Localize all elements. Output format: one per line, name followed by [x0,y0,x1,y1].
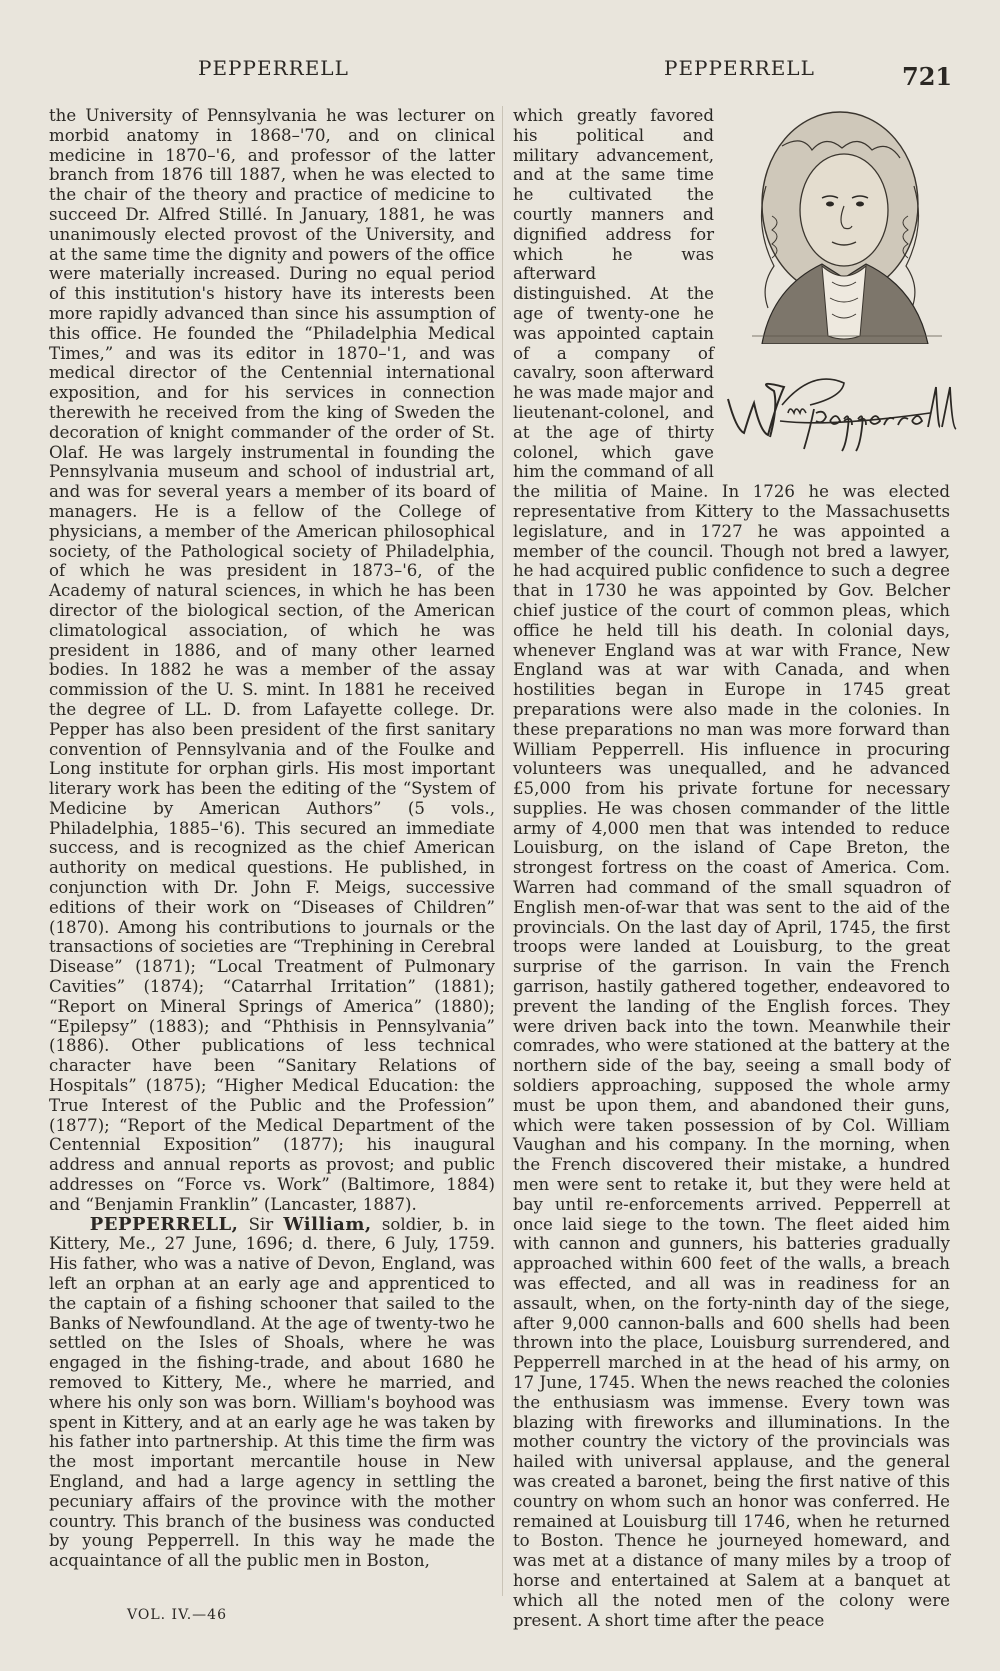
entry-given-name: William, [283,1213,372,1235]
pepperrell-entry-continued: which greatly favored his political and military advancement, and at the same time he cultivated the courtly manners and dignified address for which he was afterward distinguished. At the age of twenty-one he was appointed captain of a company of cavalry, soon afterward he was made major and lieutenant-colonel, and at the age of thirty colonel, which gave him the command of all the militia of Maine. In 1726 he was elected representative from Kittery to the Massachusetts legislature, and in 1727 he was appointed a member of the council. Though not bred a lawyer, he had acquired public confidence to such a degree that in 1730 he was appointed by Gov. Belcher chief justice of the court of common pleas, which office he held till his death. In colonial days, whenever England was at war with France, New England was at war with Canada, and when hostilities began in Europe in 1745 great preparations were also made in the colonies. In these preparations no man was more forward than William Pepperrell. His influence in procuring volunteers was unequalled, and he advanced £5,000 from his private fortune for necessary supplies. He was chosen commander of the little army of 4,000 men that was intended to reduce Louisburg, on the island of Cape Breton, the strongest fortress on the coast of America. Com. Warren had command of the small squadron of English men-of-war that was sent to the aid of the provincials. On the last day of April, 1745, the first troops were landed at Louisburg, to the great surprise of the garrison. In vain the French garrison, hastily gathered together, endeavored to prevent the landing of the English forces. They were driven back into the town. Meanwhile their comrades, who were stationed at the battery at the northern side of the bay, seeing a small body of soldiers approaching, supposed the whole army must be upon them, and abandoned their guns, which were taken possession of by Col. William Vaughan and his company. In the morning, when the French discovered their mistake, a hundred men were sent to retake it, but they were held at bay until re-enforcements arrived. Pepperrell at once laid siege to the town. The fleet aided him with cannon and gunners, his batteries gradually approached within 600 feet of the walls, a breach was effected, and all was in readiness for an assault, when, on the forty-ninth day of the siege, after 9,000 cannon-balls and 600 shells had been thrown into the place, Louisburg surrendered, and Pepperrell marched in at the head of his army, on 17 June, 1745. When the news reached the colonies the enthusiasm was immense. Every town was blazing with fireworks and illuminations. In the mother country the victory of the provincials was hailed with universal applause, and the general was created a baronet, being the first native of this country on whom such an honor was conferred. He remained at Louisburg till 1746, when he returned to Boston. Thence he journeyed homeward, and was met at a distance of many miles by a troop of horse and entertained at Salem at a banquet at which all the noted men of the colony were present. A short time after the peace [513,106,950,1630]
entry-text: soldier, b. in Kittery, Me., 27 June, 1696; d. there, 6 July, 1759. His father, who was a native of Devon, England, was left an orphan at an early age and apprenticed to the captain of a fishing schooner that sailed to the Banks of Newfoundland. At the age of twenty-two he settled on the Isles of Shoals, where he was engaged in the fishing-trade, and about 1680 he removed to Kittery, Me., where he married, and where his only son was born. William's boyhood was spent in Kittery, and at an early age he was taken by his father into partnership. At this time the firm was the most important mercantile house in New England, and had a large agency in settling the pecuniary affairs of the province with the mother country. This branch of the business was conducted by young Pepperrell. In this way he made the acquaintance of all the public men in Boston, [49,1214,495,1571]
volume-signature: VOL. IV.—46 [127,1607,227,1623]
illustration-box [722,106,964,466]
running-head-left: PEPPERRELL [198,56,349,80]
portrait-engraving [722,106,964,344]
page-number: 721 [902,62,953,91]
entry-title: Sir [248,1214,274,1234]
pepperrell-entry [49,1215,495,1571]
pepper-biography-text: the University of Pennsylvania he was lecturer on morbid anatomy in 1868–'70, and on clinical medicine in 1870–'6, and professor of the latter branch from 1876 till 1887, when he was elected to the chair of the theory and practice of medicine to succeed Dr. Alfred Stillé. In January, 1881, he was unanimously elected provost of the University, and at the same time the dignity and powers of the office were materially increased. During no equal period of this institution's history have its interests been more rapidly advanced than since his assumption of this office. He founded the “Philadelphia Medical Times,” and was its editor in 1870–'1, and was medical director of the Centennial international exposition, and for his services in connection therewith he received from the king of Sweden the decoration of knight commander of the order of St. Olaf. He was largely instrumental in founding the Pennsylvania museum and school of industrial art, and was for several years a member of its board of managers. He is a fellow of the College of physicians, a member of the American philosophical society, of the Pathological society of Philadelphia, of which he was president in 1873–'6, of the Academy of natural sciences, in which he has been director of the biological section, of the American climatological association, of which he was president in 1886, and of many other learned bodies. In 1882 he was a member of the assay commission of the U. S. mint. In 1881 he received the degree of LL. D. from Lafayette college. Dr. Pepper has also been president of the first sanitary convention of Pennsylvania and of the Foulke and Long institute for orphan girls. His most important literary work has been the editing of the “System of Medicine by American Authors” (5 vols., Philadelphia, 1885–'6). This secured an immediate success, and is recognized as the chief American authority on medical questions. He published, in conjunction with Dr. John F. Meigs, successive editions of their work on “Diseases of Children” (1870). Among his contributions to journals or the transactions of societies are “Trephining in Cerebral Disease” (1871); “Local Treatment of Pulmonary Cavities” (1874); “Catarrhal Irritation” (1881); “Report on Mineral Springs of America” (1880); “Epilepsy” (1883); and “Phthisis in Pennsylvania” (1886). Other publications of less technical character have been “Sanitary Relations of Hospitals” (1875); “Higher Medical Education: the True Interest of the Public and the Profession” (1877); “Report of the Medical Department of the Centennial Exposition” (1877); his inaugural address and annual reports as provost; and public addresses on “Force vs. Work” (Baltimore, 1884) and “Benjamin Franklin” (Lancaster, 1887). [49,106,495,1214]
left-column [49,106,495,1571]
signature-image [722,369,964,457]
entry-headword: PEPPERRELL, [89,1213,239,1235]
running-head-right: PEPPERRELL [664,56,815,80]
column-divider [502,106,503,1596]
right-column [513,106,950,1630]
